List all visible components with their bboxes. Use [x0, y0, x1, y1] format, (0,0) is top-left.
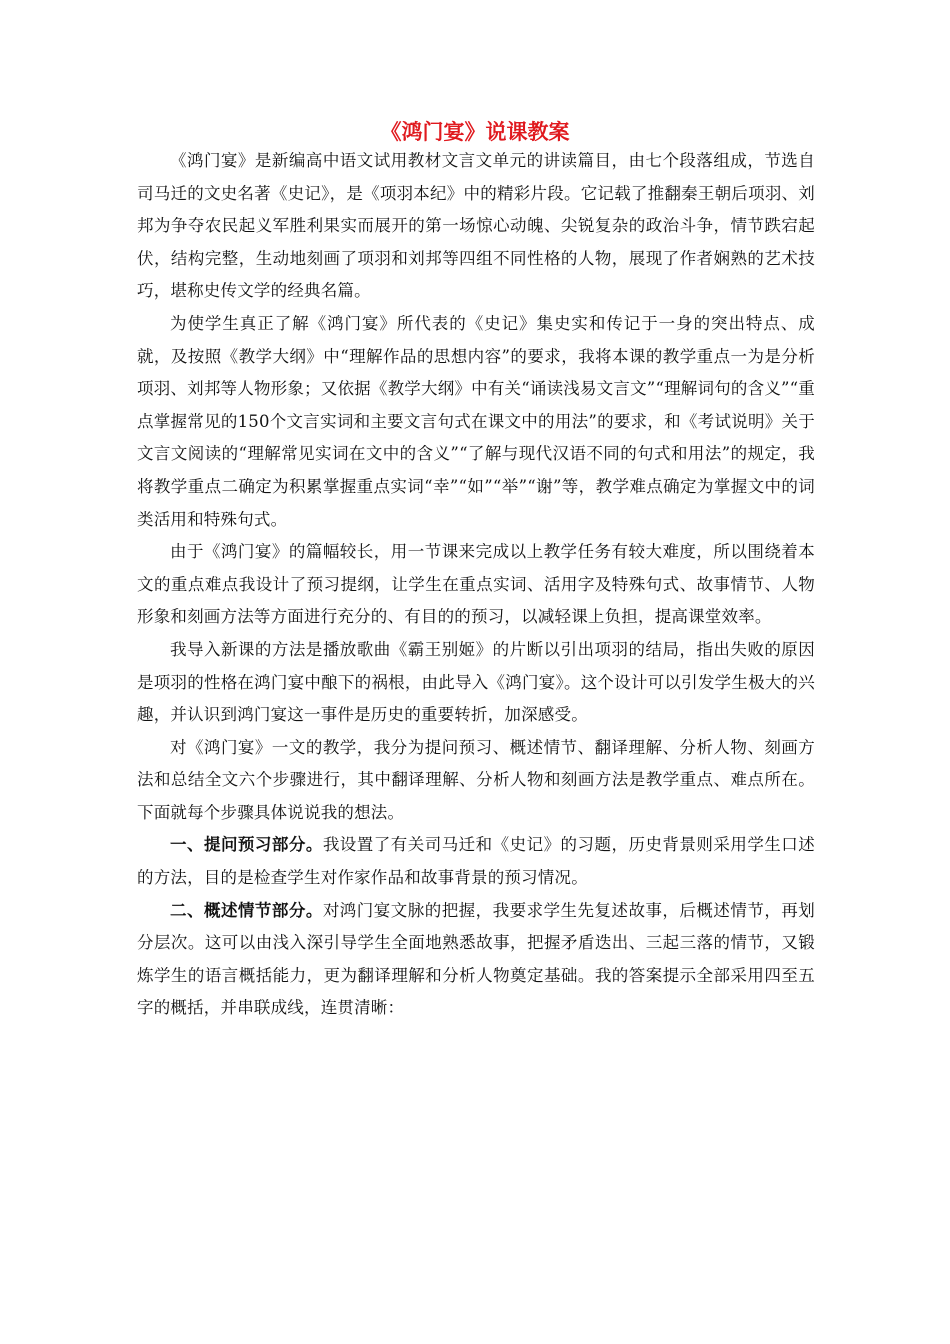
- section-heading: 一、提问预习部分。: [170, 835, 323, 855]
- paragraph-1: [137, 145, 815, 308]
- paragraph-3: [137, 536, 815, 634]
- paragraph-6: [137, 829, 815, 894]
- document-body: [137, 145, 815, 1025]
- paragraph-text: 我导入新课的方法是播放歌曲《霸王别姬》的片断以引出项羽的结局，指出失败的原因是项羽的性格在鸿门宴中酿下的祸根，由此导入《鸿门宴》。这个设计可以引发学生极大的兴趣，并认识到鸿门宴这一事件是历史的重要转折，加深感受。: [137, 639, 815, 725]
- paragraph-4: [137, 634, 815, 732]
- paragraph-2: [137, 308, 815, 536]
- paragraph-text: 对鸿门宴文脉的把握，我要求学生先复述故事，后概述情节，再划分层次。这可以由浅入深引导学生全面地熟悉故事，把握矛盾迭出、三起三落的情节，又锻炼学生的语言概括能力，更为翻译理解和分析人物奠定基础。我的答案提示全部采用四至五字的概括，并串联成线，连贯清晰：: [137, 900, 815, 1018]
- paragraph-text: 由于《鸿门宴》的篇幅较长，用一节课来完成以上教学任务有较大难度，所以围绕着本文的重点难点我设计了预习提纲，让学生在重点实词、活用字及特殊句式、故事情节、人物形象和刻画方法等方面进行充分的、有目的的预习，以减轻课上负担，提高课堂效率。: [137, 542, 815, 627]
- paragraph-5: [137, 732, 815, 830]
- paragraph-text: 为使学生真正了解《鸿门宴》所代表的《史记》集史实和传记于一身的突出特点、成就，及按照《教学大纲》中“理解作品的思想内容”的要求，我将本课的教学重点一为是分析项羽、刘邦等人物形象；又依据《教学大纲》中有关“诵读浅易文言文”“理解词句的含义”“重点掌握常见的150个文言实词和主要文言句式在课文中的用法”的要求，和《考试说明》关于文言文阅读的“理解常见实词在文中的含义”“了解与现代汉语不同的句式和用法”的规定，我将教学重点二确定为积累掌握重点实词“幸”“如”“举”“谢”等，教学难点确定为掌握文中的词类活用和特殊句式。: [137, 313, 815, 529]
- paragraph-text: 我设置了有关司马迁和《史记》的习题，历史背景则采用学生口述的方法，目的是检查学生对作家作品和故事背景的预习情况。: [137, 835, 815, 888]
- document-title: 《鸿门宴》说课教案: [380, 119, 570, 144]
- paragraph-text: 《鸿门宴》是新编高中语文试用教材文言文单元的讲读篇目，由七个段落组成，节选自司马迁的文史名著《史记》，是《项羽本纪》中的精彩片段。它记载了推翻秦王朝后项羽、刘邦为争夺农民起义军胜利果实而展开的第一场惊心动魄、尖锐复杂的政治斗争，情节跌宕起伏，结构完整，生动地刻画了项羽和刘邦等四组不同性格的人物，展现了作者娴熟的艺术技巧，堪称史传文学的经典名篇。: [137, 151, 815, 301]
- section-heading: 二、概述情节部分。: [170, 900, 323, 920]
- paragraph-7: [137, 895, 815, 1025]
- paragraph-text: 对《鸿门宴》一文的教学，我分为提问预习、概述情节、翻译理解、分析人物、刻画方法和总结全文六个步骤进行，其中翻译理解、分析人物和刻画方法是教学重点、难点所在。下面就每个步骤具体说说我的想法。: [137, 737, 815, 822]
